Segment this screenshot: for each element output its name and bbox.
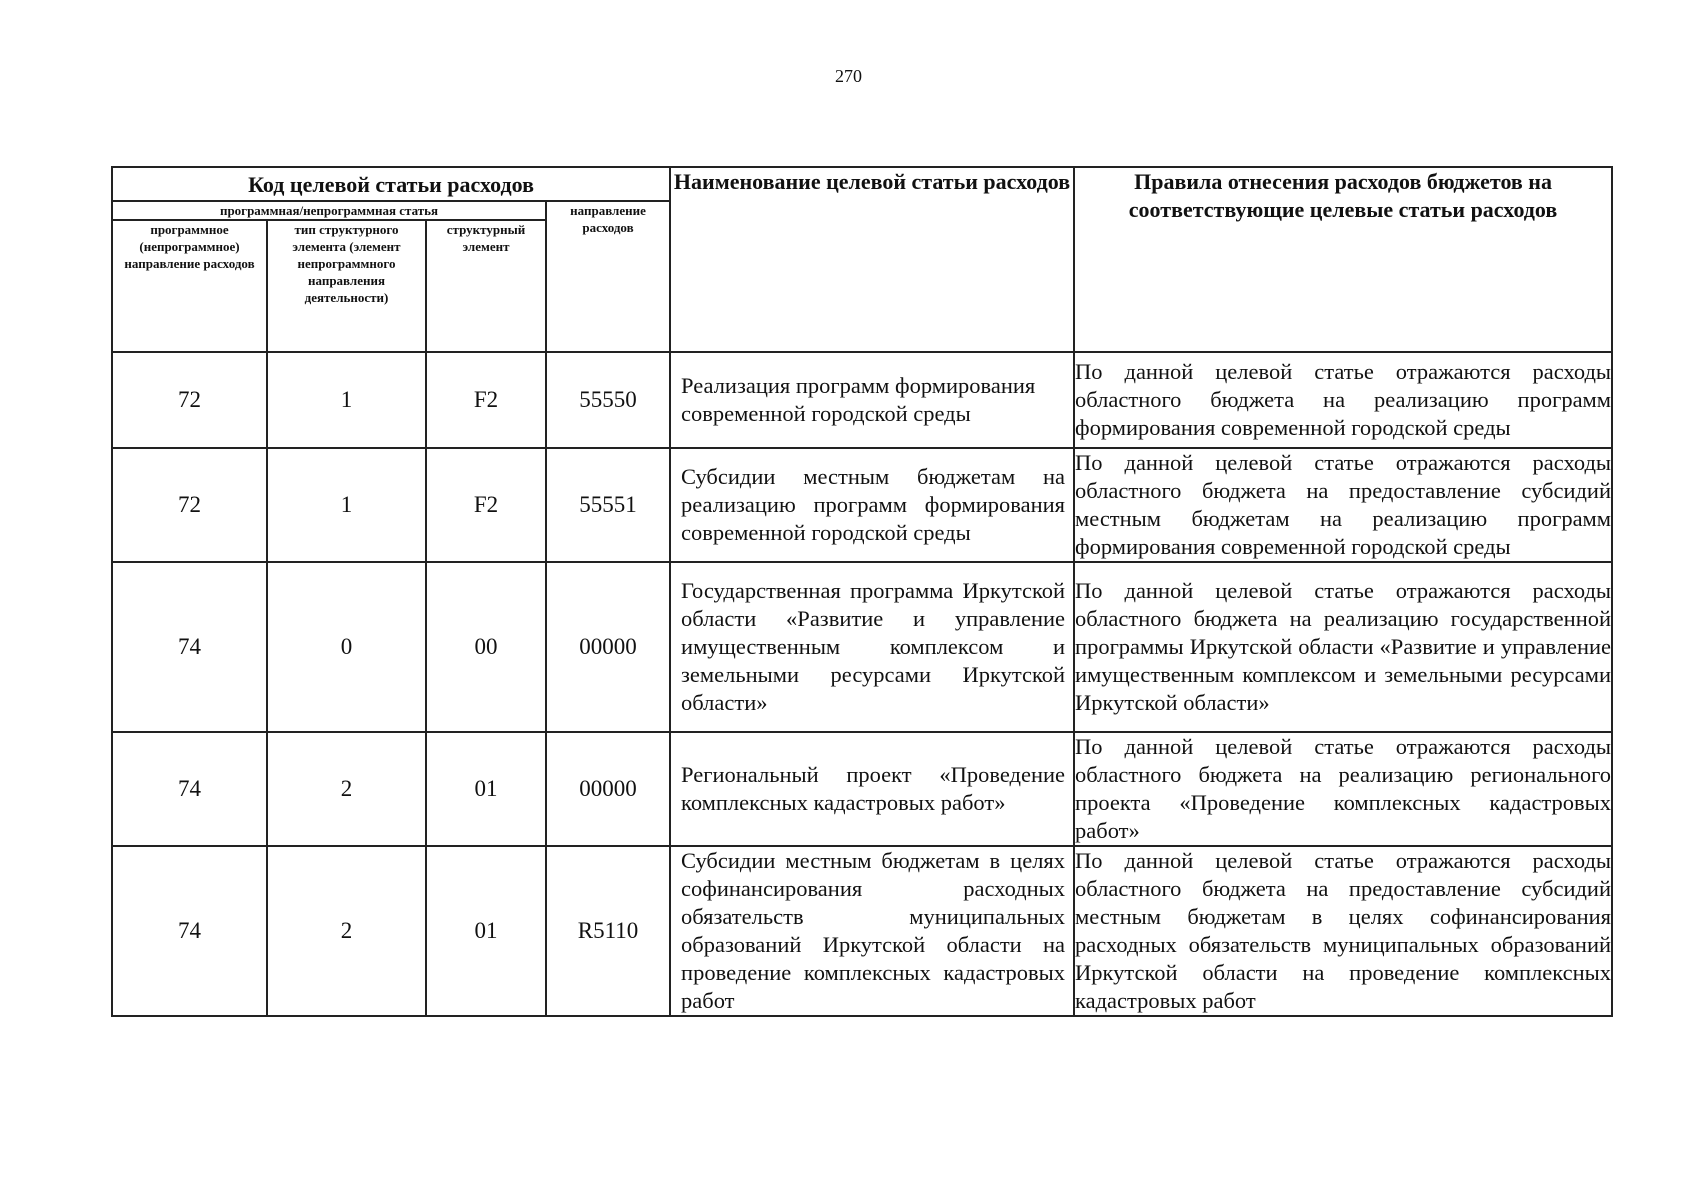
- rule-text-cell: По данной целевой статье отражаются расходы областного бюджета на реализацию регионального проекта «Проведение комплексных кадастровых работ»: [1074, 732, 1612, 846]
- article-name-cell: Субсидии местным бюджетам в целях софинансирования расходных обязательств муниципальных образований Иркутской области на проведение комплексных кадастровых работ: [670, 846, 1074, 1016]
- direction-column-header: направление расходов: [546, 201, 670, 352]
- direction-code-cell: 00000: [546, 562, 670, 732]
- element-type-header: тип структурного элемента (элемент непрограммного направления деятельности): [267, 220, 426, 352]
- direction-code-cell: 55550: [546, 352, 670, 448]
- element-code-cell: 00: [426, 562, 546, 732]
- table-row: [112, 846, 1612, 1016]
- type-code-cell: 2: [267, 732, 426, 846]
- structural-element-header: структурный элемент: [426, 220, 546, 352]
- type-code-cell: 1: [267, 448, 426, 562]
- table-row: [112, 732, 1612, 846]
- table-row: [112, 352, 1612, 448]
- article-name-cell: Субсидии местным бюджетам на реализацию программ формирования современной городской среды: [670, 448, 1074, 562]
- article-name-cell: Реализация программ формирования современной городской среды: [670, 352, 1074, 448]
- type-code-cell: 1: [267, 352, 426, 448]
- rule-text-cell: По данной целевой статье отражаются расходы областного бюджета на реализацию программ формирования современной городской среды: [1074, 352, 1612, 448]
- program-code-cell: 72: [112, 352, 267, 448]
- element-code-cell: F2: [426, 352, 546, 448]
- rule-text-cell: По данной целевой статье отражаются расходы областного бюджета на реализацию государственной программы Иркутской области «Развитие и управление имущественным комплексом и земельными ресурсами Иркутской области»: [1074, 562, 1612, 732]
- article-name-cell: Государственная программа Иркутской области «Развитие и управление имущественным комплексом и земельными ресурсами Иркутской области»: [670, 562, 1074, 732]
- element-code-cell: 01: [426, 732, 546, 846]
- program-code-cell: 72: [112, 448, 267, 562]
- element-code-cell: F2: [426, 448, 546, 562]
- program-code-cell: 74: [112, 562, 267, 732]
- article-group-header: программная/непрограммная статья: [112, 201, 546, 220]
- name-column-header: Наименование целевой статьи расходов: [670, 167, 1074, 352]
- direction-code-cell: R5110: [546, 846, 670, 1016]
- direction-code-cell: 00000: [546, 732, 670, 846]
- type-code-cell: 0: [267, 562, 426, 732]
- table-row: [112, 448, 1612, 562]
- program-code-cell: 74: [112, 846, 267, 1016]
- article-name-cell: Региональный проект «Проведение комплексных кадастровых работ»: [670, 732, 1074, 846]
- type-code-cell: 2: [267, 846, 426, 1016]
- rule-text-cell: По данной целевой статье отражаются расходы областного бюджета на предоставление субсидий местным бюджетам на реализацию программ формирования современной городской среды: [1074, 448, 1612, 562]
- budget-classification-table: [111, 166, 1613, 1017]
- rules-column-header: Правила отнесения расходов бюджетов на соответствующие целевые статьи расходов: [1074, 167, 1612, 352]
- element-code-cell: 01: [426, 846, 546, 1016]
- page-number: 270: [835, 66, 862, 86]
- table-row: [112, 562, 1612, 732]
- program-direction-header: программное (непрограммное) направление расходов: [112, 220, 267, 352]
- direction-code-cell: 55551: [546, 448, 670, 562]
- code-group-header: Код целевой статьи расходов: [112, 167, 670, 201]
- header-row-1: [112, 167, 1612, 201]
- rule-text-cell: По данной целевой статье отражаются расходы областного бюджета на предоставление субсидий местным бюджетам в целях софинансирования расходных обязательств муниципальных образований Иркутской области на проведение комплексных кадастровых работ: [1074, 846, 1612, 1016]
- program-code-cell: 74: [112, 732, 267, 846]
